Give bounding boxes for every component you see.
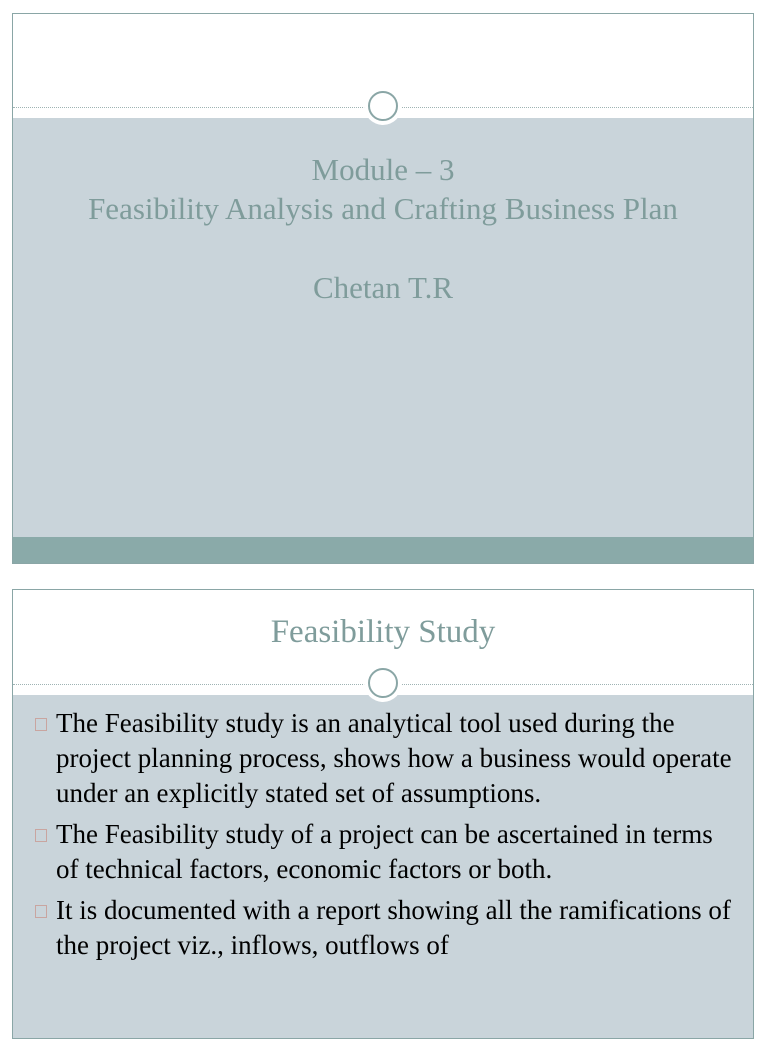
bullet-icon bbox=[35, 829, 47, 842]
bullet-icon bbox=[35, 718, 47, 731]
module-label: Module – 3 bbox=[311, 152, 455, 187]
circle-ornament-icon bbox=[364, 87, 402, 125]
circle-ornament-icon bbox=[364, 664, 402, 702]
author-name: Chetan T.R bbox=[312, 270, 454, 305]
bullet-icon bbox=[35, 905, 47, 918]
title-slide bbox=[12, 13, 754, 564]
feasibility-study-slide bbox=[12, 589, 754, 1039]
list-item: The Feasibility study is an analytical tool used during the project planning process, shows how a business would operate under an explicitly stated set of assumptions. bbox=[33, 706, 735, 811]
list-item: The Feasibility study of a project can be ascertained in terms of technical factors, economic factors or both. bbox=[33, 817, 735, 887]
slide-heading: Feasibility Study bbox=[270, 614, 496, 650]
bullet-list bbox=[33, 706, 735, 969]
list-item: It is documented with a report showing all the ramifications of the project viz., inflows, outflows of bbox=[33, 893, 735, 963]
footer-bar bbox=[13, 537, 753, 564]
slide-title: Feasibility Analysis and Crafting Business Plan bbox=[88, 191, 678, 226]
